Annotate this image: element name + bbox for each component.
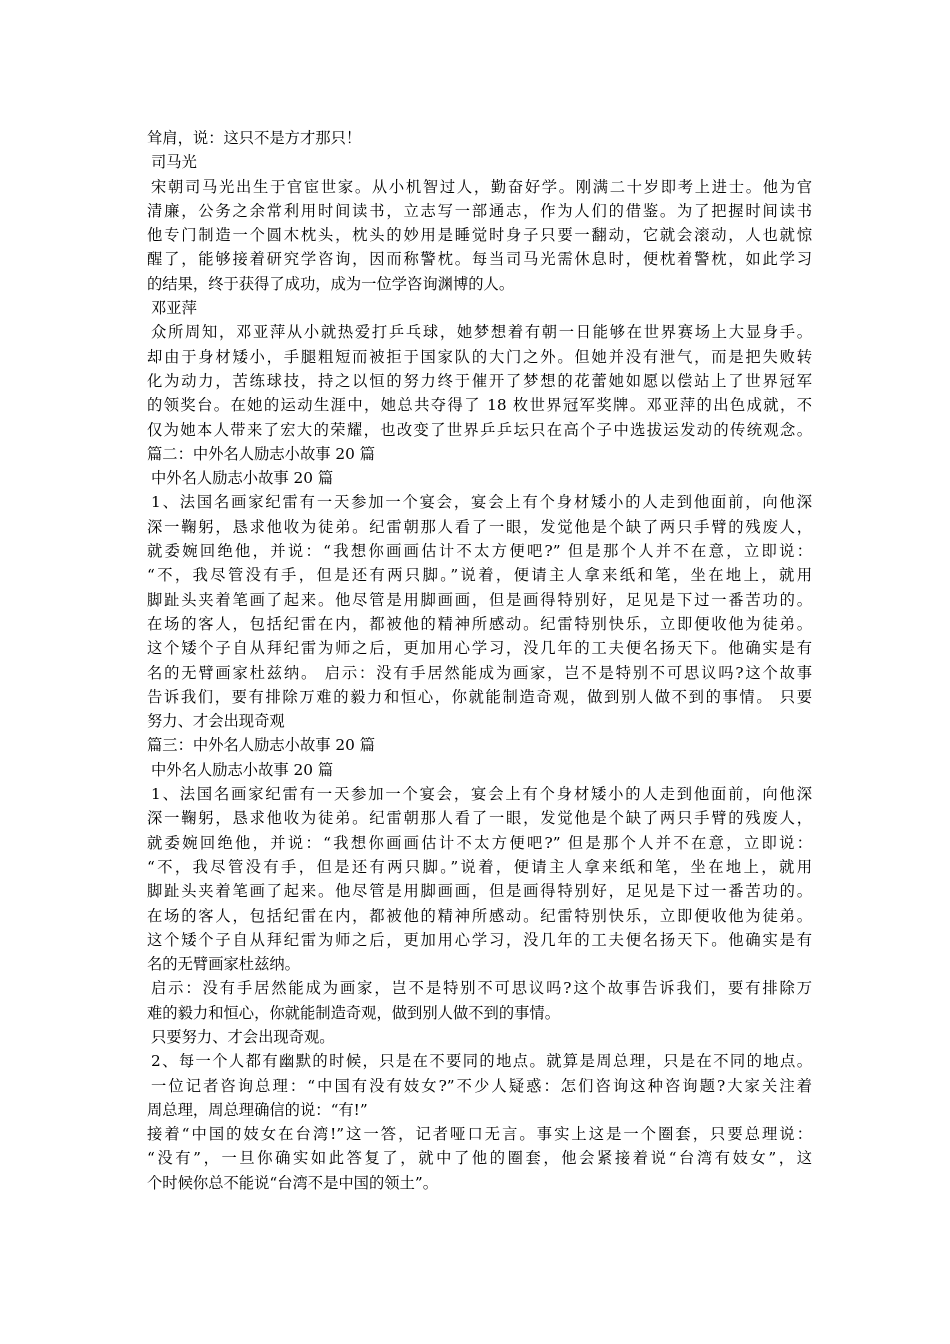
text-line: 脚趾头夹着笔画了起来。他尽管是用脚画画，但是画得特别好，足见是下过一番苦功的。	[147, 882, 812, 901]
document-page	[147, 126, 812, 1195]
text-line: 接着“中国的妓女在台湾!”这一答，记者哑口无言。事实上这是一个圈套，只要总理说：	[147, 1125, 812, 1144]
text-line: 深一鞠躬，恳求他收为徒弟。纪雷朝那人看了一眼，发觉他是个缺了两只手臂的残废人，	[147, 809, 812, 828]
text-line: 这个矮个子自从拜纪雷为师之后，更加用心学习，没几年的工夫便名扬天下。他确实是有	[147, 639, 812, 658]
text-line: 篇二：中外名人励志小故事 20 篇	[147, 444, 376, 463]
text-line: 个时候你总不能说“台湾不是中国的领土”。	[147, 1173, 438, 1192]
text-line: 中外名人励志小故事 20 篇	[151, 469, 334, 488]
text-line: 却由于身材矮小，手腿粗短而被拒于国家队的大门之外。但她并没有泄气，而是把失败转	[147, 347, 812, 366]
text-line: 就委婉回绝他，并说：“我想你画画估计不太方便吧?” 但是那个人并不在意，立即说：	[147, 542, 812, 561]
text-line: 就委婉回绝他，并说：“我想你画画估计不太方便吧?” 但是那个人并不在意，立即说：	[147, 833, 812, 852]
text-line: 这个矮个子自从拜纪雷为师之后，更加用心学习，没几年的工夫便名扬天下。他确实是有	[147, 930, 812, 949]
text-line: 名的无臂画家杜兹纳。 启示：没有手居然能成为画家，岂不是特别不可思议吗?这个故事	[147, 663, 812, 682]
text-line: 名的无臂画家杜兹纳。	[147, 955, 300, 974]
text-line: 众所周知，邓亚萍从小就热爱打乒乓球，她梦想着有朝一日能够在世界赛场上大显身手。	[151, 323, 812, 342]
text-line: 1、法国名画家纪雷有一天参加一个宴会，宴会上有个身材矮小的人走到他面前，向他深	[151, 493, 812, 512]
text-line: 司马光	[151, 153, 197, 172]
text-line: 周总理，周总理确信的说：“有!”	[147, 1100, 368, 1119]
text-line: 难的毅力和恒心，你就能制造奇观，做到别人做不到的事情。	[147, 1003, 561, 1022]
text-line: 醒了，能够接着研究学咨询，因而称警枕。每当司马光需休息时，便枕着警枕，如此学习	[147, 250, 812, 269]
text-line: 在场的客人，包括纪雷在内，都被他的精神所感动。纪雷特别快乐，立即便收他为徒弟。	[147, 906, 812, 925]
text-line: 化为动力，苦练球技，持之以恒的努力终于催开了梦想的花蕾她如愿以偿站上了世界冠军	[147, 371, 812, 390]
text-line: “没有”，一旦你确实如此答复了，就中了他的圈套，他会紧接着说“台湾有妓女”，这	[147, 1149, 812, 1168]
text-line: 的结果，终于获得了成功，成为一位学咨询渊博的人。	[147, 274, 515, 293]
text-line: 启示：没有手居然能成为画家，岂不是特别不可思议吗?这个故事告诉我们，要有排除万	[151, 979, 812, 998]
text-line: 深一鞠躬，恳求他收为徒弟。纪雷朝那人看了一眼，发觉他是个缺了两只手臂的残废人，	[147, 517, 812, 536]
text-line: “不，我尽管没有手，但是还有两只脚。”说着，便请主人拿来纸和笔，坐在地上，就用	[147, 566, 812, 585]
text-line: 他专门制造一个圆木枕头，枕头的妙用是睡觉时身子只要一翻动，它就会滚动，人也就惊	[147, 226, 812, 245]
text-line: 中外名人励志小故事 20 篇	[151, 760, 334, 779]
text-line: 耸肩，说：这只不是方才那只！	[147, 129, 362, 147]
text-line: 篇三：中外名人励志小故事 20 篇	[147, 736, 376, 755]
text-line: 脚趾头夹着笔画了起来。他尽管是用脚画画，但是画得特别好，足见是下过一番苦功的。	[147, 590, 812, 609]
text-line: 仅为她本人带来了宏大的荣耀，也改变了世界乒乒坛只在高个子中选拔运发动的传统观念。	[147, 420, 812, 439]
text-line: 邓亚萍	[151, 299, 197, 318]
text-line: “不，我尽管没有手，但是还有两只脚。”说着，便请主人拿来纸和笔，坐在地上，就用	[147, 857, 812, 876]
text-line: 宋朝司马光出生于官宦世家。从小机智过人，勤奋好学。刚满二十岁即考上进士。他为官	[151, 177, 812, 196]
text-line: 2、每一个人都有幽默的时候，只是在不要同的地点。就算是周总理，只是在不同的地点。	[151, 1052, 812, 1071]
text-line: 告诉我们，要有排除万难的毅力和恒心，你就能制造奇观，做到别人做不到的事情。 只要	[147, 687, 812, 706]
text-line: 只要努力、才会出现奇观。	[151, 1027, 335, 1046]
text-line: 努力、才会出现奇观	[147, 712, 285, 731]
text-line: 在场的客人，包括纪雷在内，都被他的精神所感动。纪雷特别快乐，立即便收他为徒弟。	[147, 614, 812, 633]
text-line: 一位记者咨询总理：“中国有没有妓女?”不少人疑惑：怎们咨询这种咨询题?大家关注着	[151, 1076, 812, 1095]
text-line: 清廉，公务之余常利用时间读书，立志写一部通志，作为人们的借鉴。为了把握时间读书	[147, 201, 812, 220]
text-line: 的领奖台。在她的运动生涯中，她总共夺得了 18 枚世界冠军奖牌。邓亚萍的出色成就，不	[147, 396, 812, 415]
text-line: 1、法国名画家纪雷有一天参加一个宴会，宴会上有个身材矮小的人走到他面前，向他深	[151, 785, 812, 804]
